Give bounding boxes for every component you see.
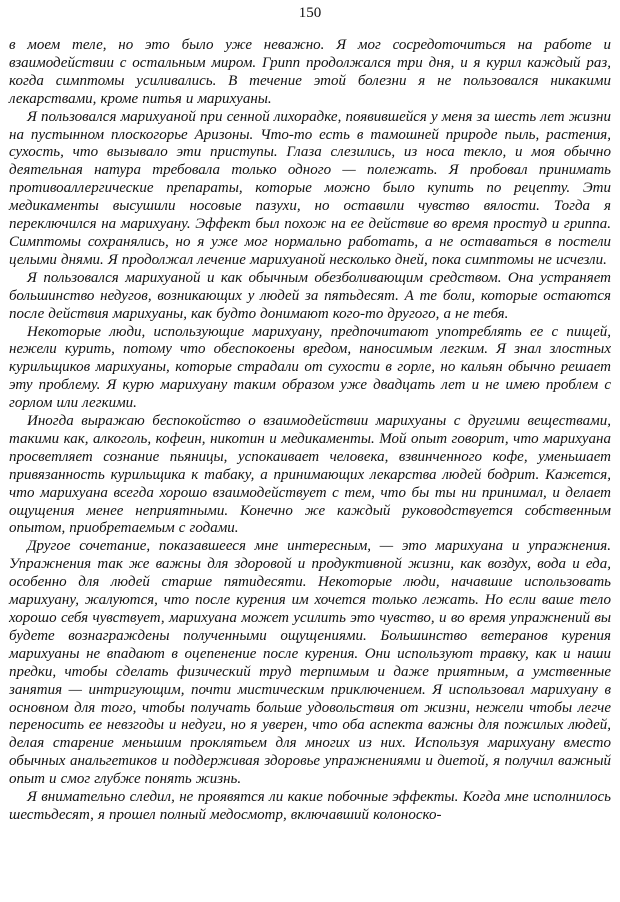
paragraph: Я внимательно следил, не проявятся ли какие побочные эффекты. Когда мне исполнилось шестьдесят, я прошел полный медосмотр, включавший колоноско- bbox=[9, 789, 611, 823]
paragraph: Я пользовался марихуаной при сенной лихорадке, появившейся у меня за шесть лет жизни на пустынном плоскогорье Аризоны. Что-то есть в тамошней природе пыль, растения, сухость, что вызывало эти приступы. Глаза слезились, из носа текло, и моя обычно деятельная натура требовала только одного — полежать. Я пробовал принимать противоаллергические препараты, которые можно было купить по рецепту. Эти медикаменты высушили носовые пазухи, но оставили чувство вялости. Тогда я переключился на марихуану. Эффект был похож на ее действие во время простуд и гриппа. Симптомы сохранялись, но я уже мог нормально работать, а не оставаться в постели целыми днями. Я продолжал лечение марихуаной несколько дней, пока симптомы не исчезли. bbox=[9, 108, 611, 268]
paragraph: Я пользовался марихуаной и как обычным обезболивающим средством. Она устраняет большинство недугов, возникающих у людей за пятьдесят. А те боли, которые остаются после действия марихуаны, как будто донимают кого-то другого, а не тебя. bbox=[9, 269, 611, 322]
paragraph: в моем теле, но это было уже неважно. Я мог сосредоточиться на работе и взаимодействии с остальным миром. Грипп продолжался три дня, и я курил каждый раз, когда симптомы усиливались. В течение этой болезни я не пользовался никакими лекарствами, кроме питья и марихуаны. bbox=[9, 37, 611, 107]
page-number: 150 bbox=[298, 5, 322, 21]
paragraph: Другое сочетание, показавшееся мне интересным, — это марихуана и упражнения. Упражнения так же важны для здоровой и продуктивной жизни, как воздух, вода и еда, особенно для людей старше пятидесяти. Некоторые люди, начавшие использовать марихуану, жалуются, что после курения им хочется только лежать. Но если ваше тело хорошо себя чувствует, марихуана может усилить это чувство, и во время упражнений вы будете вознаграждены полученными ощущениями. Большинство ветеранов курения марихуаны не впадают в оцепенение после курения. Они используют травку, как и наши предки, чтобы сделать физический труд терпимым и даже приятным, а умственные занятия — интригующим, почти мистическим приключением. Я использовал марихуану в основном для того, чтобы получать больше удовольствия от жизни, нежели чтобы легче переносить ее невзгоды и недуги, но я уверен, что оба аспекта важны для пожилых людей, делая старение меньшим проклятьем для многих из них. Используя марихуану вместо обычных анальгетиков и поддерживая здоровье упражнениями и диетой, я получил важный опыт и смог глубже понять жизнь. bbox=[9, 538, 611, 788]
paragraph: Некоторые люди, использующие марихуану, предпочитают употреблять ее с пищей, нежели курить, потому что обеспокоены вредом, наносимым легким. Я знал злостных курильщиков марихуаны, которые страдали от сухости в горле, но кальян обычно решает эту проблему. Я курю марихуану таким образом уже двадцать лет и не имею проблем с горлом или легкими. bbox=[9, 323, 611, 412]
paragraph: Иногда выражаю беспокойство о взаимодействии марихуаны с другими веществами, такими как, алкоголь, кофеин, никотин и медикаменты. Мой опыт говорит, что марихуана просветляет сознание пьяницы, успокаивает человека, взвинченного кофе, уменьшает привязанность курильщика к табаку, а принимающих лекарства людей бодрит. Кажется, что марихуана всегда хорошо взаимодействует с тем, что бы ты ни принимал, и делает ощущения менее неприятными. Конечно же каждый руководствуется собственным опытом, приобретаемым с годами. bbox=[9, 413, 611, 537]
page-body bbox=[9, 37, 611, 825]
